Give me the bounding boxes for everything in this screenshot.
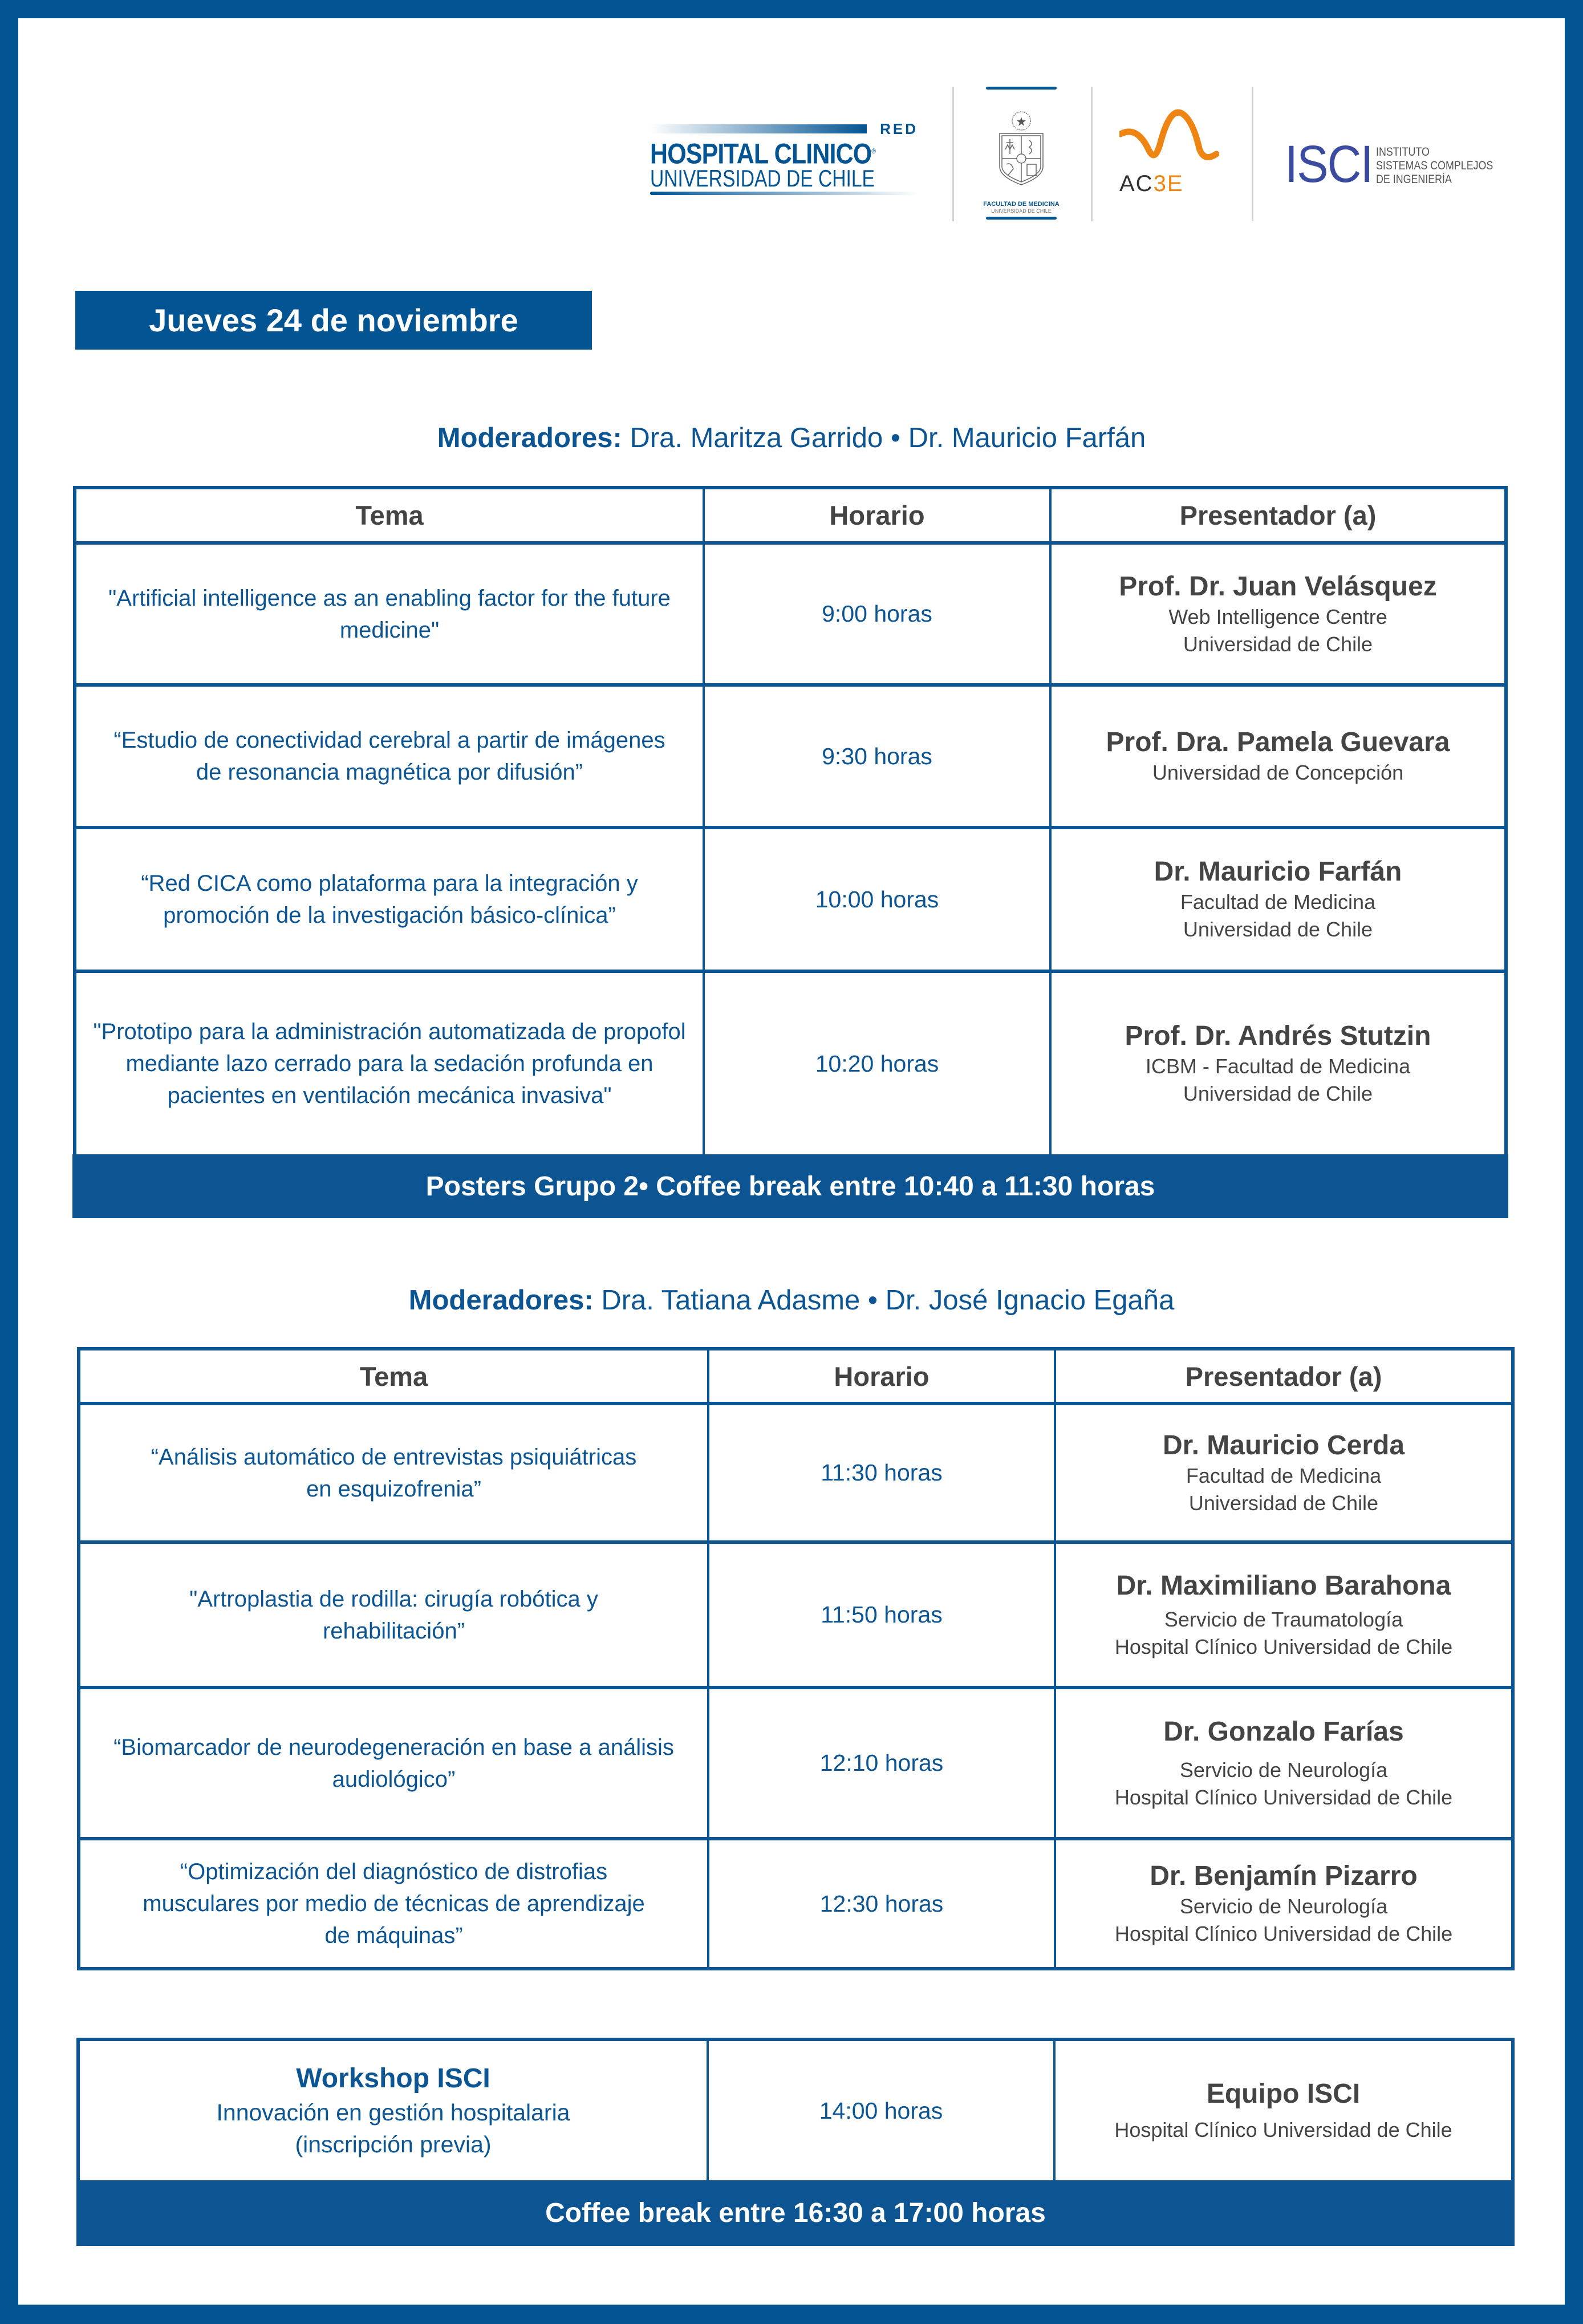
- table-border: [1511, 1347, 1515, 1970]
- table-row-topic: [80, 1689, 707, 1837]
- table-row-presenter: [1056, 1405, 1511, 1540]
- topic-text: “Red CICA como plataforma para la integración y promoción de la investigación básico-clínica”: [141, 871, 638, 928]
- topic-text: "Artroplastia de rodilla: cirugía robótica y rehabilitación”: [189, 1586, 598, 1644]
- presenter-affiliation: Servicio de Neurología: [1179, 1758, 1388, 1782]
- isci-logo: [1285, 135, 1493, 194]
- presenter-affiliation: Facultad de Medicina: [1186, 1463, 1382, 1487]
- registered-mark: ®: [871, 147, 876, 155]
- moderators-names: Dra. Maritza Garrido • Dr. Mauricio Farfán: [630, 423, 1146, 453]
- presenter-name: Prof. Dra. Pamela Guevara: [1106, 727, 1450, 757]
- moderators-label: Moderadores:: [408, 1285, 594, 1316]
- header-tema: Tema: [359, 1361, 428, 1392]
- facultad-medicina-logo: [983, 87, 1060, 221]
- table-row-topic: [76, 829, 703, 970]
- table-row-presenter: [1056, 1689, 1511, 1837]
- presenter-affiliation: Facultad de Medicina: [1180, 890, 1376, 914]
- session1-table: [73, 486, 1508, 1154]
- table-row-time: 9:30 horas: [822, 743, 932, 769]
- table-row-presenter: [1052, 829, 1504, 970]
- table-row-topic: [80, 1840, 707, 1967]
- logo-red-text: RED: [880, 120, 918, 137]
- header-horario: Horario: [834, 1361, 929, 1392]
- university-shield-icon: [996, 109, 1046, 186]
- workshop-break-bar: Coffee break entre 16:30 a 17:00 horas: [76, 2180, 1515, 2246]
- facultad-subtitle: UNIVERSIDAD DE CHILE: [991, 208, 1052, 214]
- header-horario: Horario: [829, 500, 925, 530]
- logo-bottom-bar: [986, 217, 1057, 220]
- moderators-names: Dra. Tatiana Adasme • Dr. José Ignacio Egaña: [601, 1285, 1175, 1316]
- table-row-presenter: [1052, 973, 1504, 1154]
- logo-hospital-name-text: HOSPITAL CLINICO: [650, 137, 872, 170]
- ac3e-wave-icon: [1119, 108, 1219, 165]
- topic-text: “Análisis automático de entrevistas psiquiátricas en esquizofrenia”: [151, 1444, 637, 1502]
- presenter-name: Prof. Dr. Andrés Stutzin: [1125, 1021, 1431, 1051]
- facultad-title: FACULTAD DE MEDICINA: [983, 201, 1060, 208]
- session1-break-bar: Posters Grupo 2• Coffee break entre 10:40 a 11:30 horas: [72, 1154, 1508, 1218]
- presenter-name: Dr. Gonzalo Farías: [1163, 1716, 1404, 1747]
- logo-hospital-name: [650, 137, 880, 168]
- presenter-affiliation: Hospital Clínico Universidad de Chile: [1114, 1922, 1453, 1945]
- presenter-name: Dr. Mauricio Cerda: [1162, 1430, 1405, 1461]
- logo-hospital-sub: UNIVERSIDAD DE CHILE: [650, 165, 875, 192]
- table-row-time: 9:00 horas: [822, 601, 932, 627]
- header-presentador: Presentador (a): [1179, 500, 1377, 530]
- session1-moderators: [18, 421, 1565, 455]
- topic-text: “Optimización del diagnóstico de distrofias musculares por medio de técnicas de aprendizaje de máquinas”: [143, 1859, 645, 1948]
- session2-moderators: [18, 1283, 1565, 1317]
- presenter-affiliation: Universidad de Chile: [1188, 1491, 1379, 1515]
- workshop-registration-note: (inscripción previa): [295, 2131, 492, 2157]
- moderators-label: Moderadores:: [437, 423, 622, 453]
- logo-divider: [1091, 87, 1093, 221]
- table-row-topic: [76, 545, 703, 683]
- topic-text: "Artificial intelligence as an enabling factor for the future medicine": [108, 585, 671, 643]
- presenter-name: Equipo ISCI: [1206, 2079, 1361, 2109]
- table-border: [1504, 486, 1508, 1154]
- isci-wordmark: ISCI: [1285, 135, 1373, 193]
- table-row-topic: [76, 687, 703, 826]
- topic-text: “Estudio de conectividad cerebral a partir de imágenes de resonancia magnética por difusión”: [113, 728, 665, 785]
- table-row-presenter: [1052, 687, 1504, 826]
- presenter-affiliation: Universidad de Chile: [1183, 918, 1373, 941]
- workshop-topic: [80, 2041, 707, 2180]
- topic-text: "Prototipo para la administración automatizada de propofol mediante lazo cerrado para la sedación profunda en pacientes en ventilación mecánica invasiva": [93, 1019, 686, 1108]
- presenter-affiliation: ICBM - Facultad de Medicina: [1145, 1054, 1411, 1078]
- table-border: [1511, 2038, 1515, 2180]
- logo-divider: [952, 87, 954, 221]
- header-presentador: Presentador (a): [1185, 1361, 1382, 1392]
- isci-line-2: SISTEMAS COMPLEJOS: [1376, 159, 1493, 172]
- table-row-time: 11:30 horas: [821, 1459, 943, 1486]
- ac3e-wordmark: [1119, 172, 1219, 195]
- logo-divider: [1252, 87, 1253, 221]
- isci-line-1: INSTITUTO: [1376, 145, 1430, 159]
- hospital-clinico-logo: [650, 121, 918, 198]
- presenter-affiliation: Hospital Clínico Universidad de Chile: [1114, 2118, 1452, 2142]
- table-row-topic: [80, 1544, 707, 1686]
- workshop-time: 14:00 horas: [819, 2097, 943, 2124]
- table-row-presenter: [1056, 1544, 1511, 1686]
- table-row-time: 12:10 horas: [819, 1750, 944, 1776]
- presenter-name: Dr. Benjamín Pizarro: [1150, 1861, 1418, 1891]
- table-row-presenter: [1052, 545, 1504, 683]
- workshop-presenter: [1056, 2041, 1511, 2180]
- logo-gradient-bar: [650, 124, 867, 133]
- isci-line-3: DE INGENIERÍA: [1376, 173, 1452, 186]
- header-tema: Tema: [355, 500, 424, 530]
- topic-text: “Biomarcador de neurodegeneración en base a análisis audiológico”: [113, 1734, 674, 1792]
- ac3e-highlight: 3E: [1153, 171, 1184, 196]
- table-row-time: 12:30 horas: [819, 1890, 944, 1917]
- table-row-topic: [80, 1405, 707, 1540]
- date-banner: Jueves 24 de noviembre: [75, 291, 592, 350]
- ac3e-logo: [1119, 108, 1219, 194]
- workshop-table: [76, 2038, 1515, 2180]
- presenter-affiliation: Universidad de Concepción: [1152, 761, 1404, 784]
- presenter-affiliation: Universidad de Chile: [1183, 1082, 1373, 1105]
- presenter-affiliation: Servicio de Traumatología: [1164, 1607, 1403, 1631]
- presenter-name: Dr. Mauricio Farfán: [1154, 857, 1402, 887]
- table-row-time: 11:50 horas: [821, 1601, 943, 1628]
- presenter-name: Dr. Maximiliano Barahona: [1116, 1570, 1451, 1601]
- table-border: [77, 1967, 1515, 1970]
- logo-top-bar: [986, 87, 1057, 90]
- presenter-name: Prof. Dr. Juan Velásquez: [1119, 571, 1437, 602]
- presenter-affiliation: Hospital Clínico Universidad de Chile: [1114, 1634, 1453, 1658]
- presenter-affiliation: Servicio de Neurología: [1179, 1895, 1388, 1918]
- presenter-affiliation: Universidad de Chile: [1183, 632, 1373, 656]
- workshop-subtitle: Innovación en gestión hospitalaria: [216, 2099, 570, 2126]
- table-row-presenter: [1056, 1840, 1511, 1967]
- workshop-title: Workshop ISCI: [296, 2063, 490, 2094]
- table-row-topic: [76, 973, 703, 1154]
- table-row-time: 10:00 horas: [815, 886, 939, 912]
- table-row-time: 10:20 horas: [815, 1050, 939, 1077]
- logo-underline: [650, 192, 918, 195]
- ac3e-prefix: AC: [1119, 171, 1154, 196]
- presenter-affiliation: Web Intelligence Centre: [1168, 605, 1387, 628]
- presenter-affiliation: Hospital Clínico Universidad de Chile: [1114, 1785, 1453, 1809]
- session2-table: [77, 1347, 1515, 1970]
